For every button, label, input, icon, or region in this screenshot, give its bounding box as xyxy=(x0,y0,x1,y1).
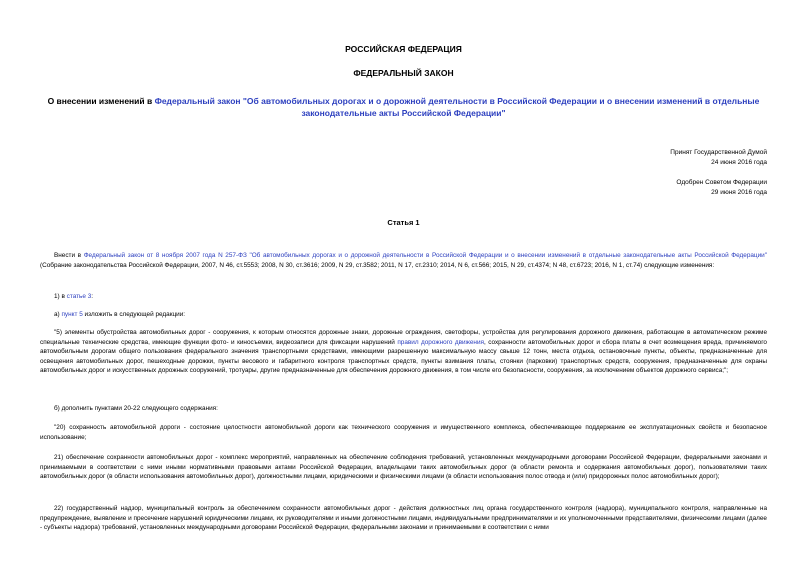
intro-pre: Внести в xyxy=(54,252,84,259)
duma-line1: Принят Государственной Думой xyxy=(670,149,767,156)
para5-post: , сохранности автомобильных дорог и сбора платы в счет возмещения вреда, причиняемого автомобильным дорогам общего пользования федерального значения транспортными средствами, имеющими разрешенную максимальную массу свыше 12 тонн, места отдыха, остановочные пункты, объекты, предназначенные для освещения автомобильных дорог, пешеходные дорожки, пункты весового и габаритного контроля транспортных средств, пункты взимания платы, стоянки (парковки) транспортных средств, сооружения, предназначенные для охраны автомобильных дорог и искусственных дорожных сооружений, тротуары, другие предназначенные для обеспечения дорожного движения, в том числе его безопасности, сооружения, за исключением объектов дорожного сервиса;"; xyxy=(40,338,767,374)
item-1 xyxy=(40,292,767,302)
paragraph-21: 21) обеспечение сохранности автомобильных дорог - комплекс мероприятий, направленных на обеспечение соблюдения требований, установленных международными договорами Российской Федерации, федеральными законами и принимаемыми в соответствии с ними иными нормативными правовыми актами Российской Федерации, владельцами таких автомобильных дорог (в области ремонта и содержания автомобильных дорог), пользователями таких автомобильных дорог (в области использования автомобильных дорог), должностными лицами, юридическими и физическими лицами (в области использования полос отвода и (или) придорожных полос автомобильных дорог); xyxy=(40,454,767,480)
duma-line2: 24 июня 2016 года xyxy=(711,158,767,166)
traffic-rules-link[interactable]: правил дорожного движения xyxy=(397,338,484,346)
paragraph-5 xyxy=(40,328,767,376)
intro-post: (Собрание законодательства Российской Федерации, 2007, N 46, ст.5553; 2008, N 30, ст.3616; 2009, N 29, ст.3582; 2011, N 17, ст.2310; 2014, N 6, ст.566; 2015, N 29, ст.4374; N 48, ст.6723; 2016, N 1, ст.74) следующие изменения: xyxy=(40,261,715,269)
item-a xyxy=(40,310,767,320)
council-line2: 29 июня 2016 года xyxy=(711,188,767,196)
point5-link[interactable]: пункт 5 xyxy=(61,311,83,318)
title-prefix: О внесении изменений в xyxy=(47,96,155,106)
council-approval xyxy=(676,178,767,197)
article-heading: Статья 1 xyxy=(387,218,420,227)
item1-post: : xyxy=(91,293,94,300)
para5-pre: "5) элементы обустройства автомобильных дорог - сооружения, к которым относятся дорожные знаки, дорожные ограждения, светофоры, устройства для регулирования дорожного движения, работающие в автоматическом режиме специальные технические средства, имеющие функции фото- и киносъемки, видеозаписи для фиксации нарушений xyxy=(40,329,767,346)
intro-law-link[interactable]: Федеральный закон от 8 ноября 2007 года N 257-ФЗ "Об автомобильных дорогах и о дорожной деятельности в Российской Федерации и о внесении изменений в отдельные законодательные акты Российской Федерации" xyxy=(83,252,767,259)
paragraph-22: 22) государственный надзор, муниципальный контроль за обеспечением сохранности автомобильных дорог - действия должностных лиц органа государственного контроля (надзора), муниципального контроля, направленные на предупреждение, выявление и пресечение нарушений юридическими лицами, их руководителями и иными должностными лицами, индивидуальными предпринимателями и их уполномоченными представителями, физическими лицами (далее - субъекты надзора) требований, установленных международными договорами Российской Федерации, федеральными законами и принимаемыми в соответствии с ними xyxy=(40,505,767,531)
law-title xyxy=(40,95,767,119)
article3-link[interactable]: статье 3 xyxy=(66,293,92,300)
paragraph-20: "20) сохранность автомобильной дороги - состояние целостности автомобильной дороги как технического сооружения и имущественного комплекса, обеспечивающее поддержание ее эксплуатационных свойств и безопасное использование; xyxy=(40,424,767,441)
duma-adoption xyxy=(670,148,767,167)
title-law-link[interactable]: Федеральный закон "Об автомобильных дорогах и о дорожной деятельности в Российской Федерации и о внесении изменений в отдельные законодательные акты Российской Федерации" xyxy=(154,96,760,118)
council-line1: Одобрен Советом Федерации xyxy=(676,179,767,186)
item-b: б) дополнить пунктами 20-22 следующего содержания: xyxy=(54,405,218,412)
paragraph-intro xyxy=(40,251,767,270)
country-heading: РОССИЙСКАЯ ФЕДЕРАЦИЯ xyxy=(345,44,462,54)
doc-type-heading: ФЕДЕРАЛЬНЫЙ ЗАКОН xyxy=(353,68,454,78)
item1-pre: 1) в xyxy=(54,293,67,300)
item-a-pre: а) xyxy=(54,311,62,318)
item-a-post: изложить в следующей редакции: xyxy=(82,311,186,318)
